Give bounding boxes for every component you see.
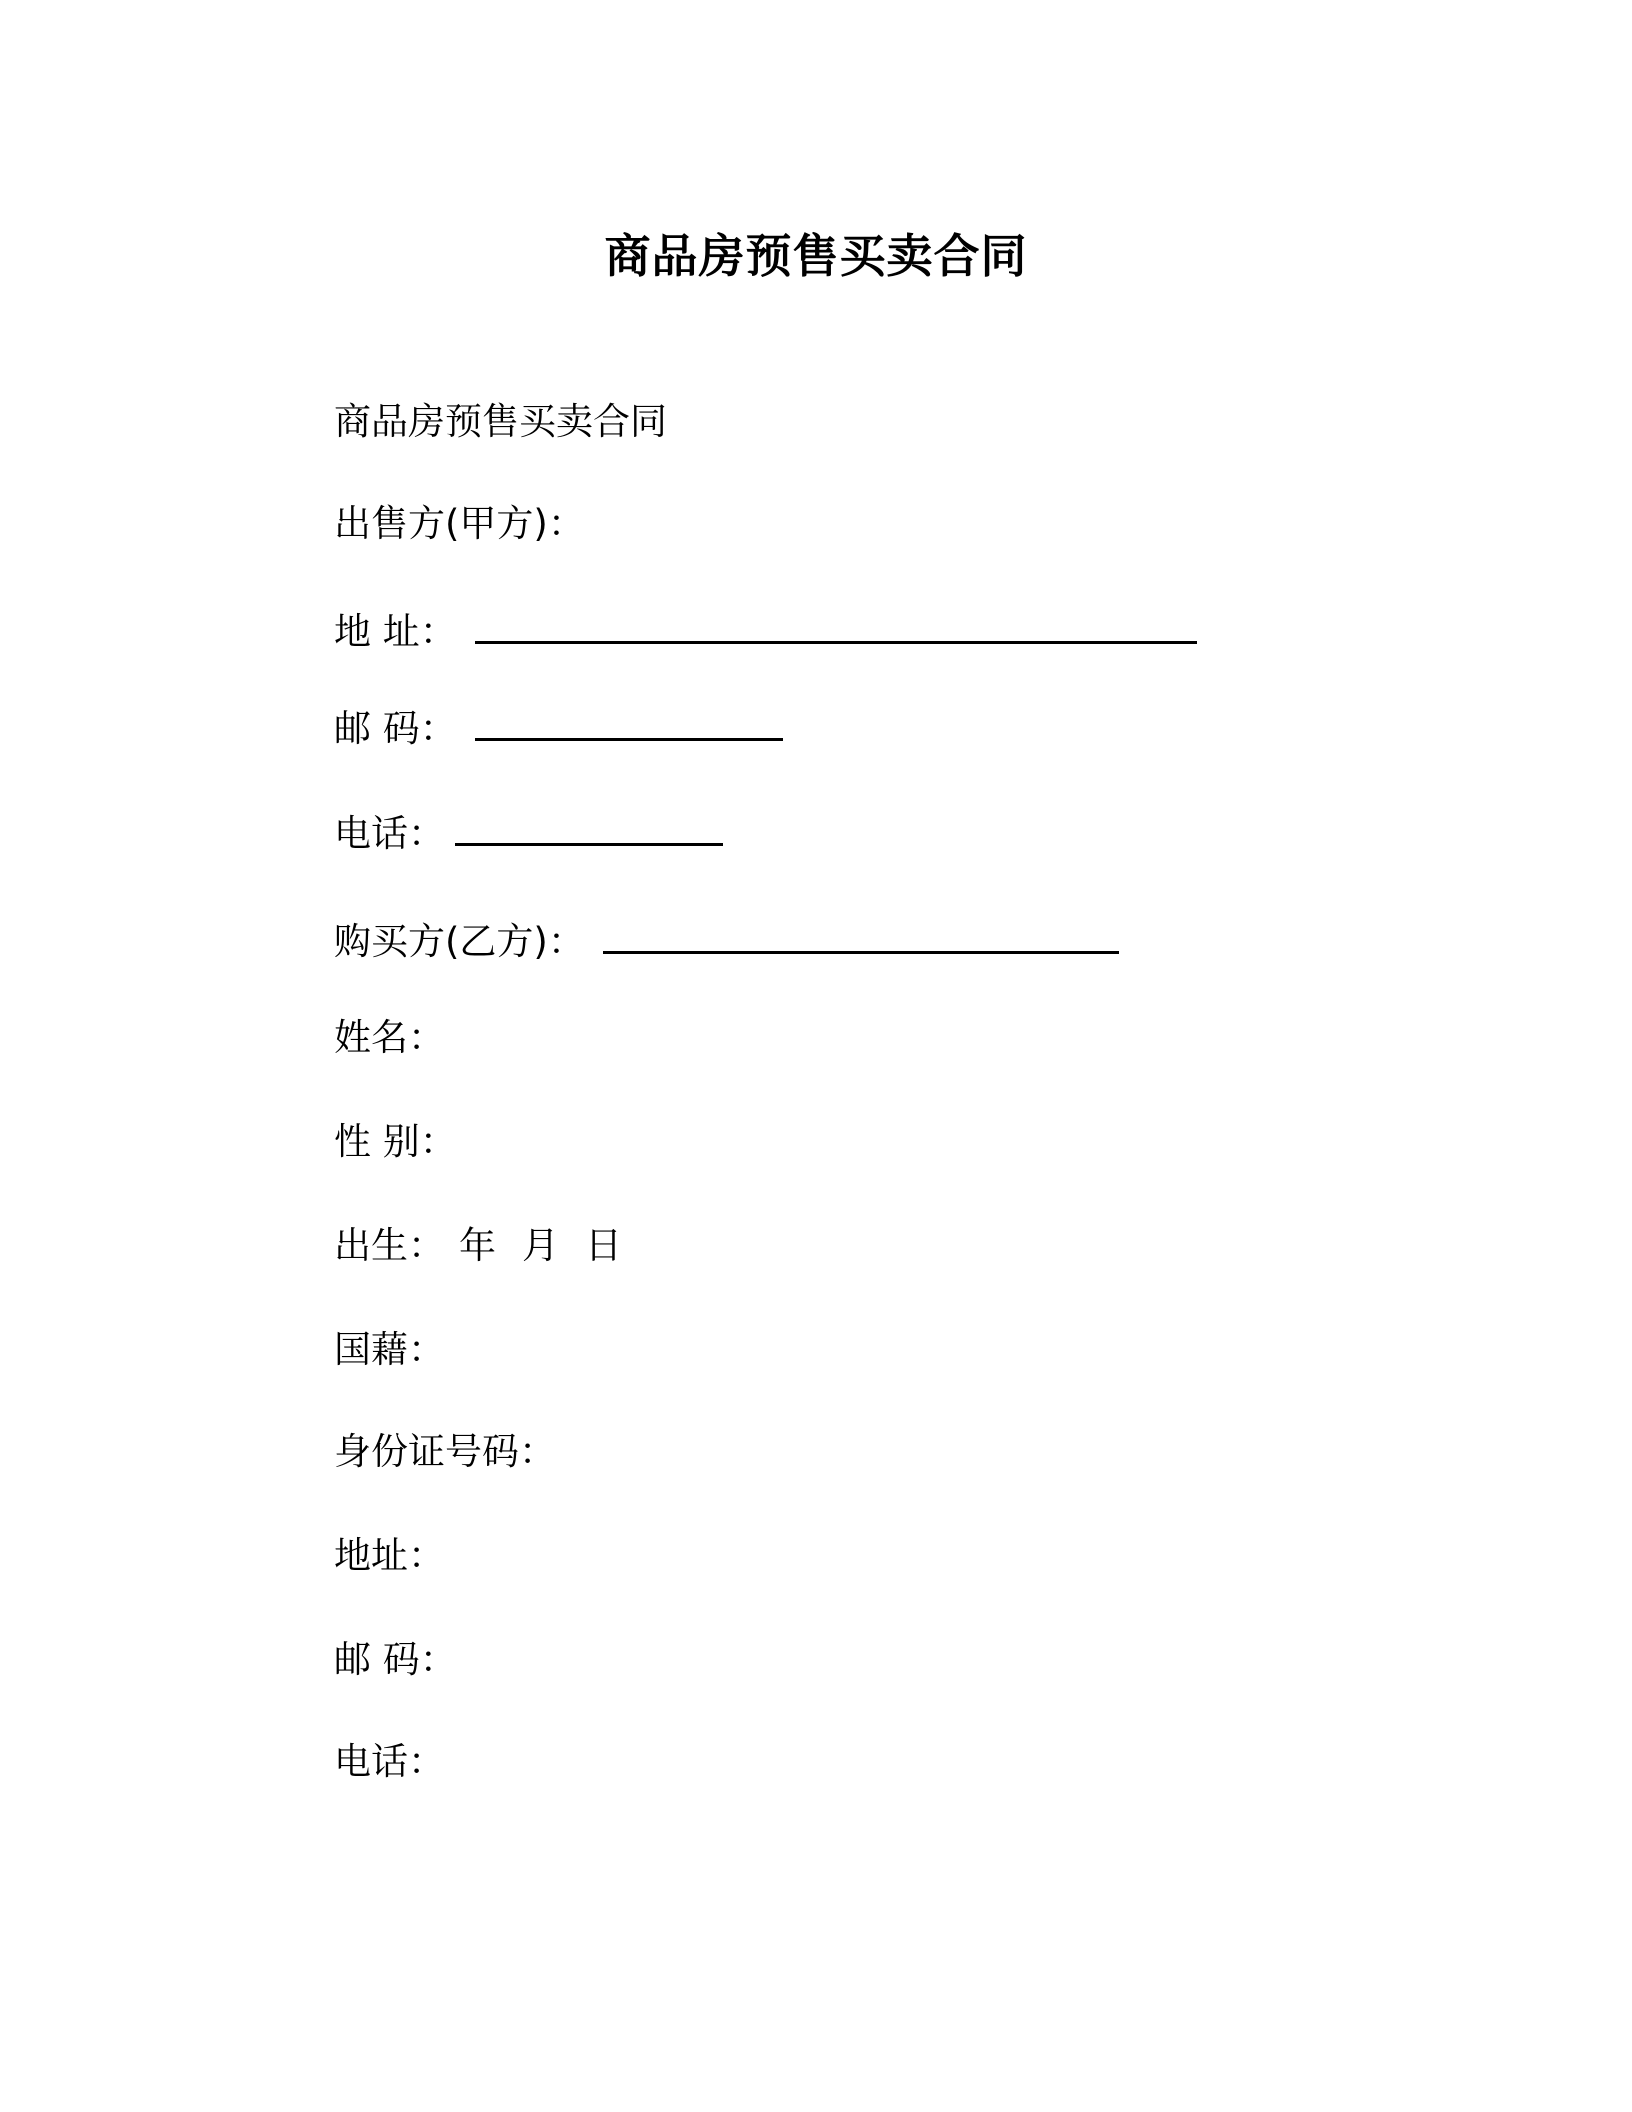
buyer-nationality-label: 国藉： [334,1328,445,1371]
seller-phone-blank [455,811,723,846]
buyer-heading-line [334,918,1119,966]
birth-month-text: 月 [522,1224,559,1267]
buyer-gender-line [334,1118,457,1166]
birth-day-text: 日 [585,1224,622,1267]
seller-address-line [334,608,1197,656]
buyer-phone-label: 电话： [334,1740,445,1783]
seller-heading-line [334,500,585,548]
buyer-name-label: 姓名： [334,1016,445,1059]
subtitle-text: 商品房预售买卖合同 [334,400,667,443]
seller-phone-label: 电话： [334,812,445,855]
contract-subtitle [334,398,667,446]
buyer-phone-line [334,1738,445,1786]
buyer-nationality-line [334,1326,445,1374]
buyer-id-label: 身份证号码： [334,1430,556,1473]
buyer-id-line [334,1428,556,1476]
seller-postcode-line [334,705,783,753]
buyer-birth-line [334,1222,622,1270]
seller-phone-line [334,810,723,858]
seller-heading: 出售方(甲方)： [334,502,585,545]
document-title: 商品房预售买卖合同 [604,229,1028,283]
buyer-address-line [334,1532,445,1580]
buyer-postcode-label: 邮 码： [334,1638,457,1681]
seller-postcode-blank [475,706,783,741]
seller-postcode-label: 邮 码： [334,707,457,750]
buyer-heading-blank [603,919,1119,954]
buyer-address-label: 地址： [334,1534,445,1577]
seller-address-blank [475,609,1197,644]
buyer-birth-label: 出生： [334,1224,445,1267]
buyer-gender-label: 性 别： [334,1120,457,1163]
buyer-heading: 购买方(乙方)： [334,920,585,963]
buyer-postcode-line [334,1636,457,1684]
birth-year-text: 年 [459,1224,496,1267]
seller-address-label: 地 址： [334,610,457,653]
buyer-name-line [334,1014,445,1062]
